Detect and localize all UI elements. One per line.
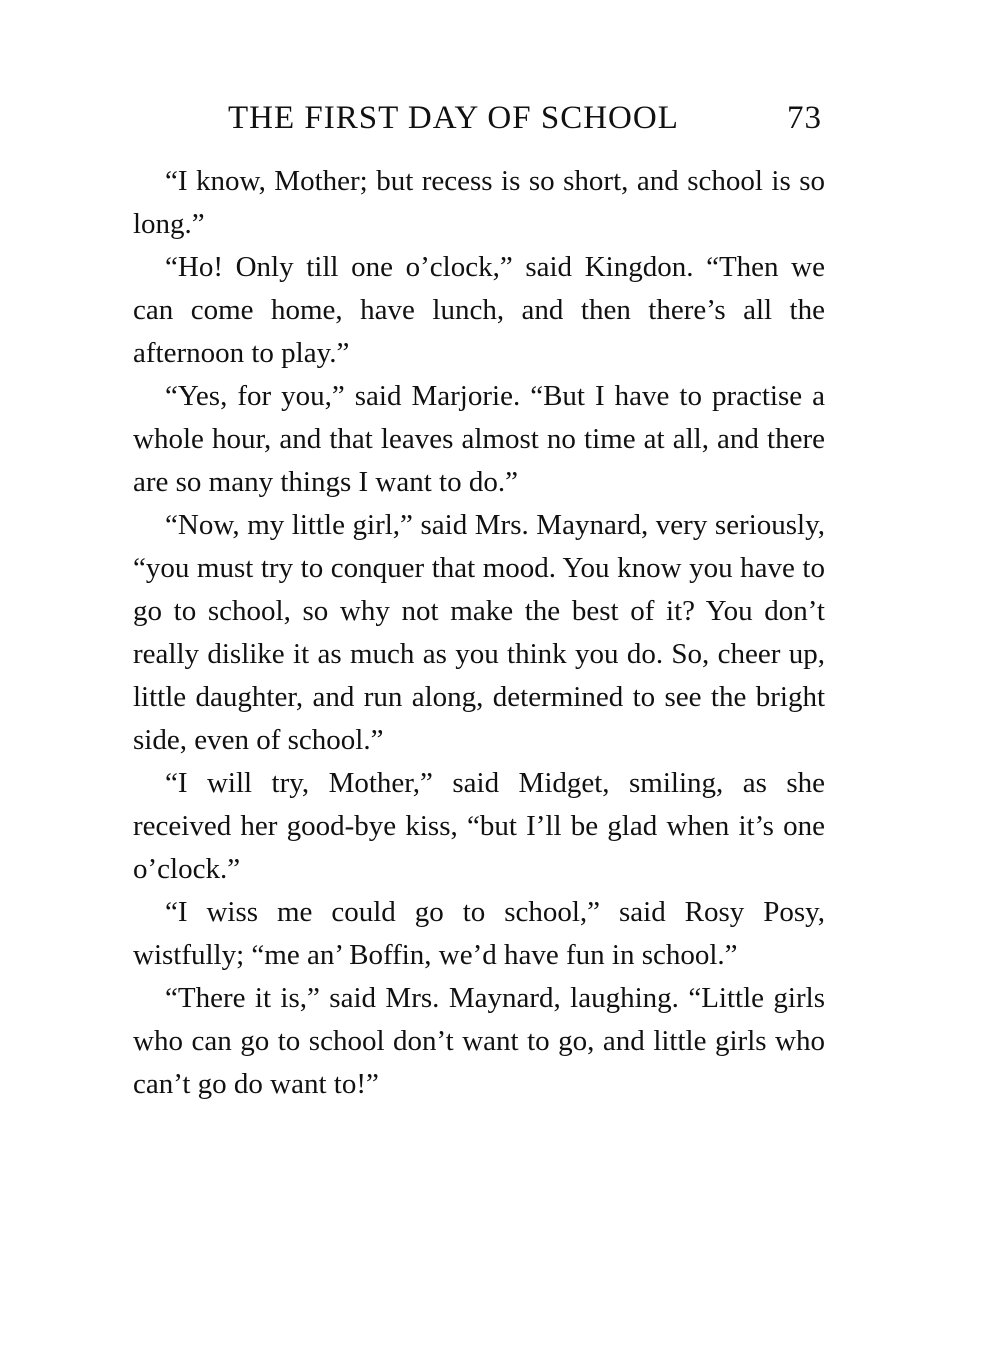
running-head: [228, 98, 828, 138]
page-number: 73: [787, 100, 822, 136]
paragraph-2: “Ho! Only till one o’clock,” said Kingdon. “Then we can come home, have lunch, and then there’s all the afternoon to play.”: [133, 251, 825, 369]
paragraph-5: “I will try, Mother,” said Midget, smiling, as she received her good-bye kiss, “but I’ll be glad when it’s one o’clock.”: [133, 767, 825, 885]
chapter-title: THE FIRST DAY OF SCHOOL: [228, 100, 679, 136]
paragraph-7: “There it is,” said Mrs. Maynard, laughing. “Little girls who can go to school don’t want to go, and little girls who can’t go do want to!”: [133, 982, 825, 1100]
body-text: [133, 160, 825, 1106]
paragraph-6: “I wiss me could go to school,” said Rosy Posy, wistfully; “me an’ Boffin, we’d have fun in school.”: [133, 896, 825, 971]
paragraph-4: “Now, my little girl,” said Mrs. Maynard, very seriously, “you must try to conquer that mood. You know you have to go to school, so why not make the best of it? You don’t really dislike it as much as you think you do. So, cheer up, little daughter, and run along, determined to see the bright side, even of school.”: [133, 509, 825, 756]
paragraph-3: “Yes, for you,” said Marjorie. “But I have to practise a whole hour, and that leaves almost no time at all, and there are so many things I want to do.”: [133, 380, 825, 498]
paragraph-1: “I know, Mother; but recess is so short, and school is so long.”: [133, 165, 825, 240]
